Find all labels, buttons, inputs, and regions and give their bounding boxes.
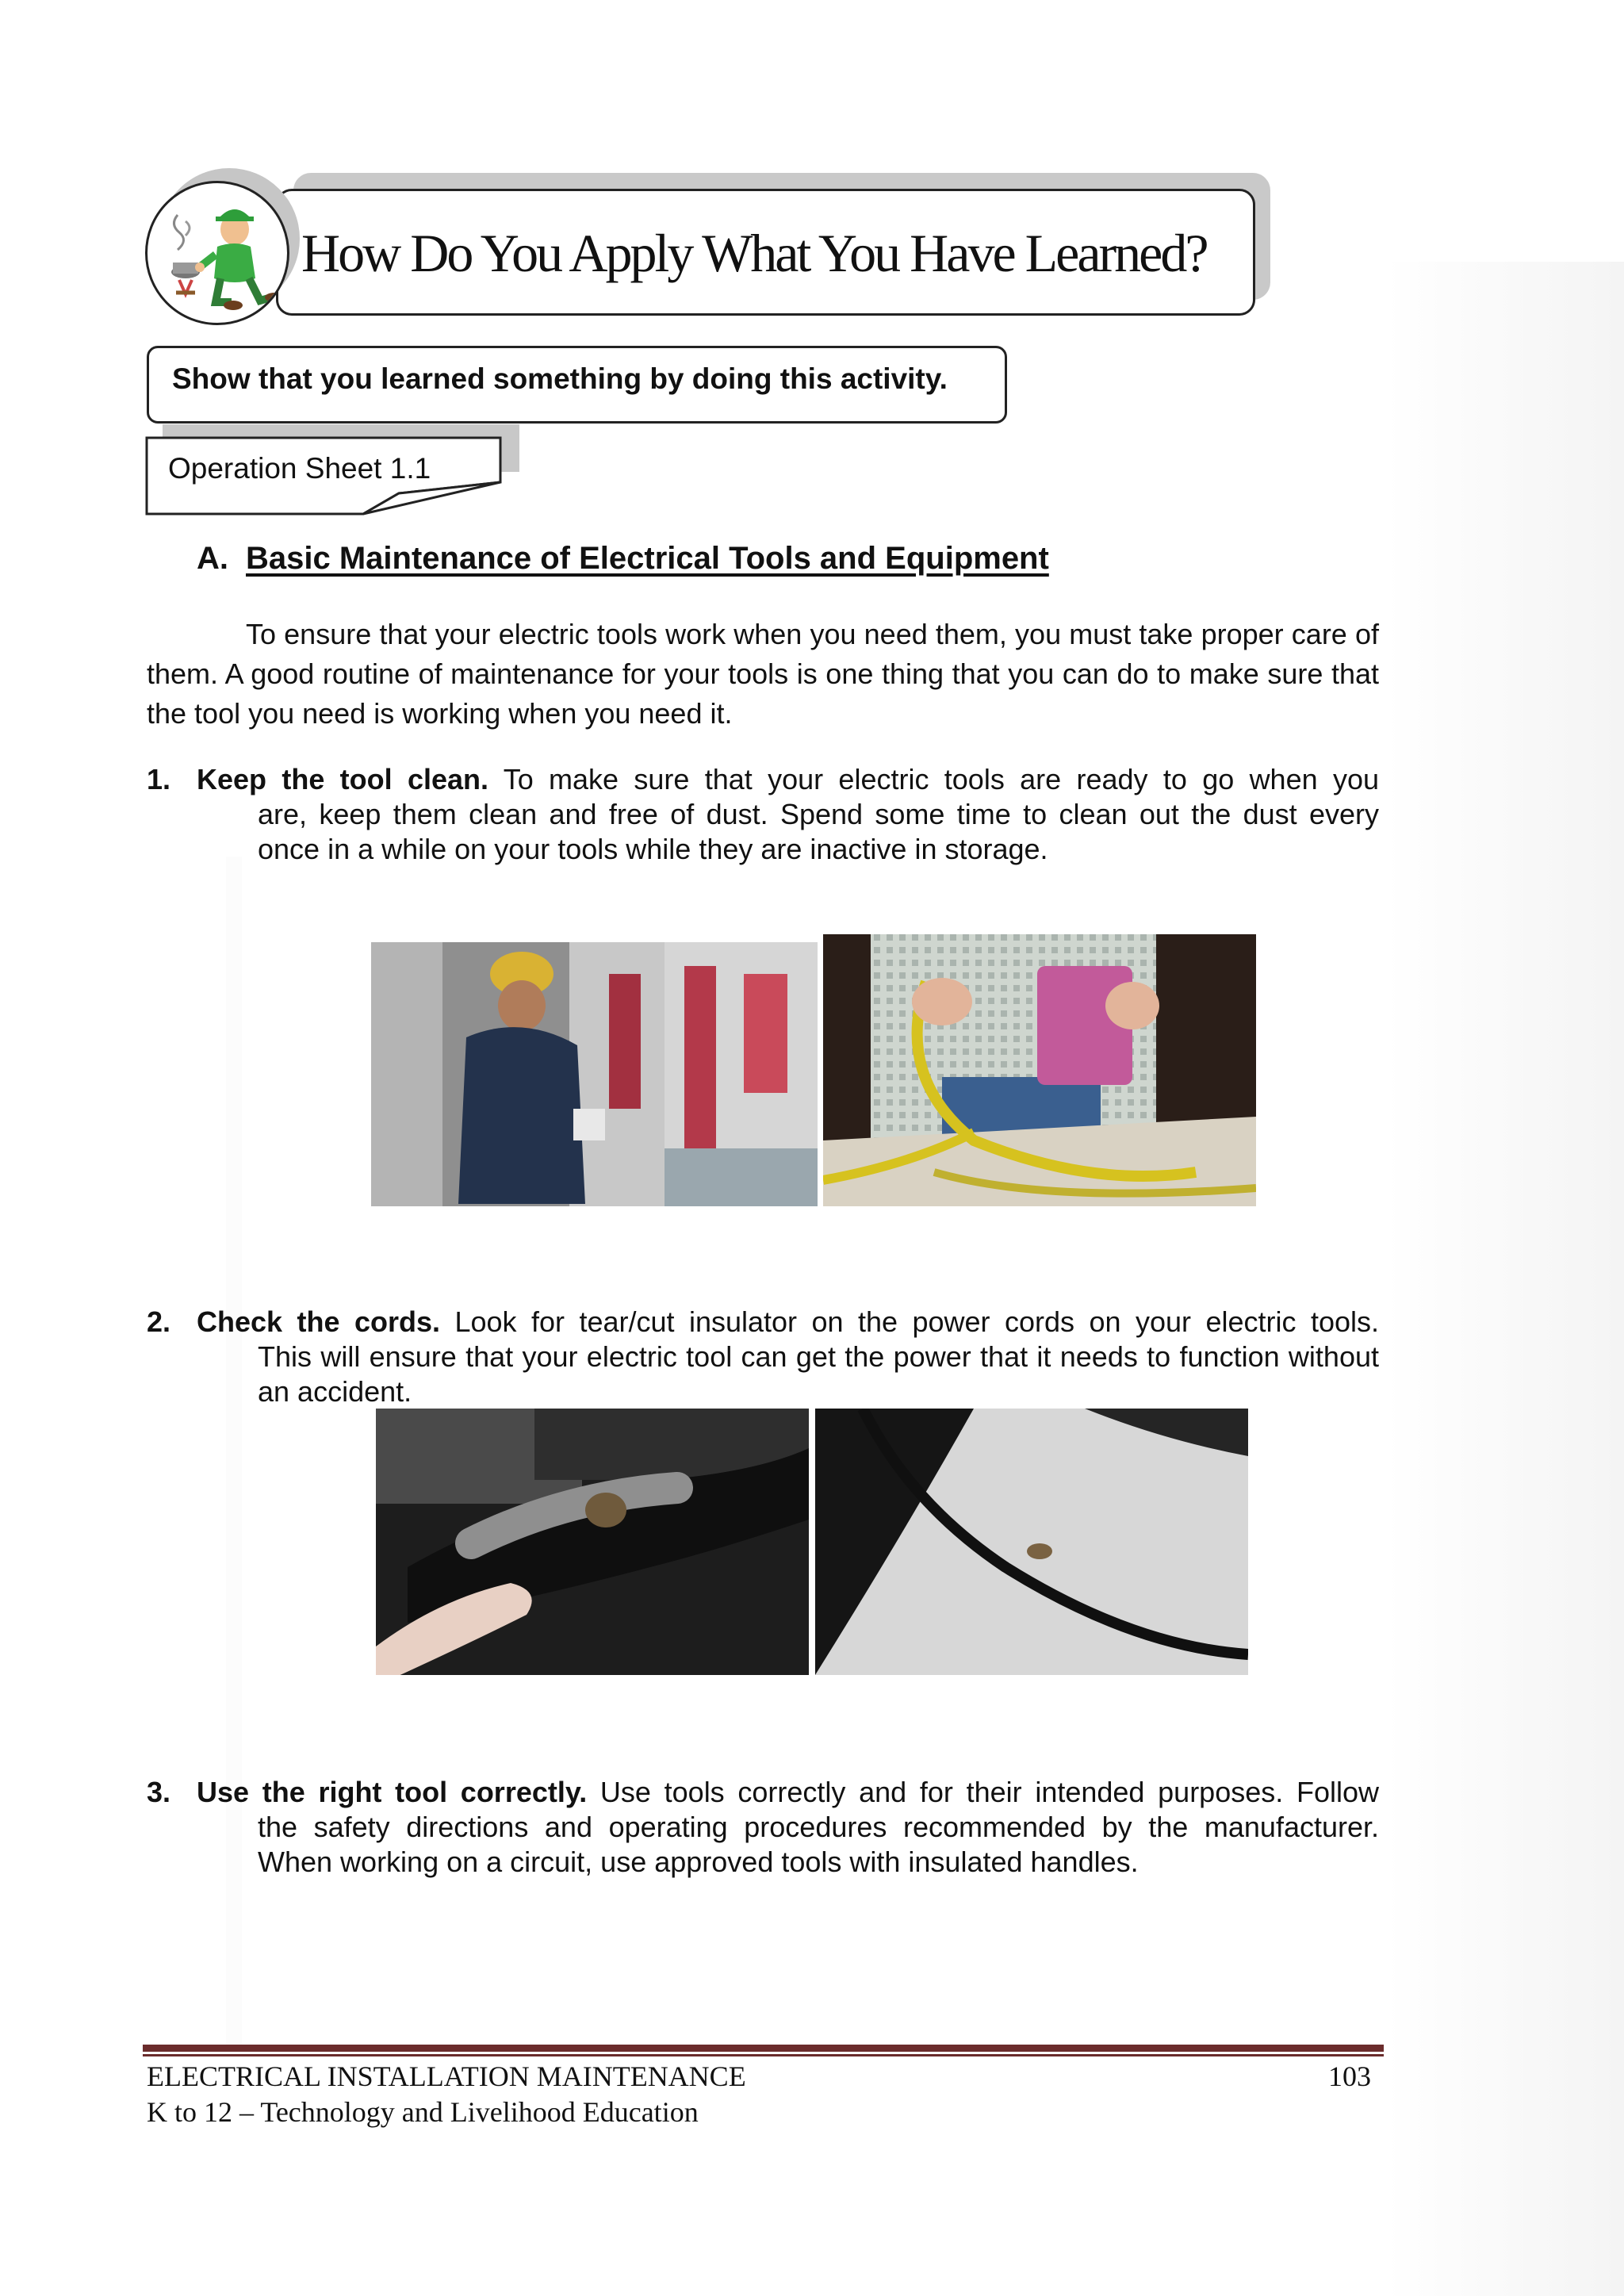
instruction-text: Show that you learned something by doing this activity. <box>172 362 948 395</box>
list-item <box>147 1775 1379 1880</box>
section-heading <box>197 541 1049 577</box>
operation-sheet-label: Operation Sheet 1.1 <box>168 452 431 485</box>
item-first-line <box>197 1305 1379 1340</box>
item-lead: Use the right tool correctly. <box>197 1776 588 1808</box>
cartoon-worker-icon <box>145 181 289 325</box>
intro-paragraph: To ensure that your electric tools work when you need them, you must take proper care of them. A good routine of maintenance for your tools is one thing that you can do to make sure that the tool you need is working when you need it. <box>147 618 1379 730</box>
item-lead: Check the cords. <box>197 1305 440 1338</box>
item-text: Look for tear/cut insulator on the power cords on your electric tools. <box>454 1305 1379 1338</box>
item-text: Use tools correctly and for their intended purposes. Follow <box>599 1776 1379 1808</box>
item-continuation: This will ensure that your electric tool can get the power that it needs to function without an accident. <box>258 1340 1379 1408</box>
footer-rule <box>143 2045 1384 2052</box>
item-lead: Keep the tool clean. <box>197 763 489 795</box>
item-continuation: are, keep them clean and free of dust. Spend some time to clean out the dust every once in a while on your tools while they are inactive in storage. <box>258 798 1379 865</box>
item-first-line <box>197 1775 1379 1810</box>
section-letter: A. <box>197 541 228 576</box>
item-text: To make sure that your electric tools are ready to go when you <box>503 763 1379 795</box>
photo-damaged-cord-closeup <box>376 1409 809 1675</box>
item-number: 1. <box>147 763 171 795</box>
item-number: 2. <box>147 1305 171 1338</box>
list-item <box>147 1305 1379 1409</box>
photo-technician-cleaning-panel <box>371 942 818 1206</box>
item-continuation: the safety directions and operating procedures recommended by the manufacturer. When working on a circuit, use approved tools with insulated handles. <box>258 1811 1379 1878</box>
footer-program: K to 12 – Technology and Livelihood Education <box>147 2096 699 2128</box>
section-title: Basic Maintenance of Electrical Tools and Equipment <box>246 541 1049 576</box>
footer-course: ELECTRICAL INSTALLATION MAINTENANCE <box>147 2060 746 2092</box>
page-edge-shade <box>1386 262 1624 2296</box>
page-title: How Do You Apply What You Have Learned? <box>301 223 1207 283</box>
list-item <box>147 762 1379 867</box>
item-first-line <box>197 762 1379 797</box>
page-number: 103 <box>1328 2060 1371 2092</box>
photo-frayed-black-cord <box>815 1409 1248 1675</box>
photo-wiping-power-cord <box>823 934 1256 1206</box>
footer-rule-thin <box>143 2054 1384 2056</box>
item-number: 3. <box>147 1776 171 1808</box>
